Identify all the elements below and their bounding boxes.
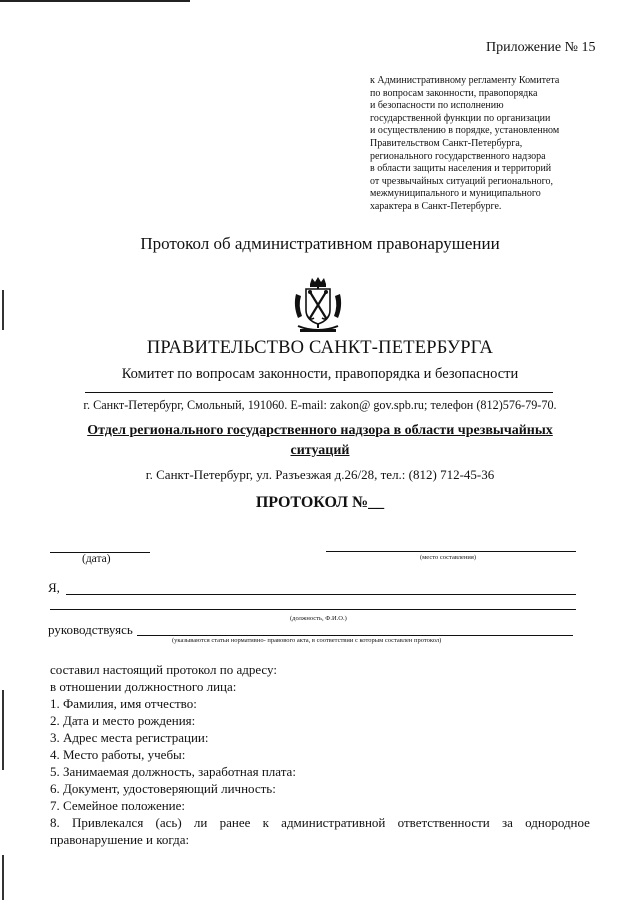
ya-field-line[interactable] — [66, 594, 576, 595]
appendix-line: и осуществлению в порядке, установленном — [370, 125, 560, 137]
body-line: 2. Дата и место рождения: — [50, 713, 196, 728]
body-line: в отношении должностного лица: — [50, 679, 237, 694]
item-8-word: Привлекался — [71, 815, 144, 830]
item-8-line — [50, 814, 590, 831]
item-8-word: 8. — [50, 815, 60, 830]
government-title: ПРАВИТЕЛЬСТВО САНКТ-ПЕТЕРБУРГА — [146, 338, 494, 358]
body-line: 6. Документ, удостоверяющий личность: — [50, 781, 276, 796]
body-line: 4. Место работы, учебы: — [50, 747, 186, 762]
appendix-line: в области защиты населения и территорий — [370, 163, 552, 175]
document-title: Протокол об административном правонарушении — [140, 234, 500, 253]
left-edge-mark — [2, 690, 4, 770]
left-edge-mark — [2, 290, 4, 330]
item-8-word: однородное — [525, 815, 590, 830]
spb-coat-of-arms-icon — [290, 276, 346, 336]
body-line: правонарушение и когда: — [50, 832, 190, 847]
body-line: составил настоящий протокол по адресу: — [50, 662, 277, 677]
item-8-word: ранее — [219, 815, 251, 830]
place-caption: (место составления) — [420, 554, 477, 561]
appendix-line: по вопросам законности, правопорядка — [370, 87, 538, 99]
item-8-word: ответственности — [397, 815, 490, 830]
item-8-word: за — [501, 815, 513, 830]
committee-name: Комитет по вопросам законности, правопорядка и безопасности — [121, 366, 519, 382]
item-8-word: ли — [193, 815, 208, 830]
body-line: 7. Семейное положение: — [50, 798, 186, 813]
top-edge-line — [0, 0, 190, 2]
guided-field-line[interactable] — [137, 635, 573, 636]
appendix-line: от чрезвычайных ситуаций регионального, — [370, 175, 554, 187]
department-address: г. Санкт-Петербург, ул. Разъезжая д.26/28, тел.: (812) 712-45-36 — [145, 467, 495, 482]
committee-address: г. Санкт-Петербург, Смольный, 191060. E-mail: zakon@ gov.spb.ru; телефон (812)576-79-70. — [83, 398, 557, 412]
appendix-line: межмуниципального и муниципального — [370, 188, 541, 200]
appendix-line: и безопасности по исполнению — [370, 100, 504, 112]
left-edge-mark — [2, 855, 4, 900]
appendix-line: Правительством Санкт-Петербурга, — [370, 137, 523, 149]
header-divider — [85, 392, 553, 393]
position-caption: (должность, Ф.И.О.) — [290, 615, 347, 622]
appendix-line: характера в Санкт-Петербурге. — [370, 200, 502, 212]
place-field-line[interactable] — [326, 551, 576, 552]
body-line: 3. Адрес места регистрации: — [50, 730, 209, 745]
ya-field-line-2[interactable] — [50, 609, 576, 610]
appendix-line: к Административному регламенту Комитета — [370, 75, 560, 86]
guided-caption: (указываются статьи нормативно- правового акта, в соответствии с которым составлен протокол) — [172, 637, 442, 644]
appendix-line: регионального государственного надзора — [370, 150, 546, 162]
item-8-word: административной — [281, 815, 386, 830]
department-name: Отдел регионального государственного надзора в области чрезвычайных ситуаций — [87, 423, 553, 458]
item-8-word: к — [262, 815, 269, 830]
body-line: 5. Занимаемая должность, заработная плата: — [50, 764, 296, 779]
protocol-number-title: ПРОТОКОЛ №__ — [255, 494, 385, 511]
item-8-word: (ась) — [155, 815, 182, 830]
date-caption: (дата) — [82, 553, 111, 565]
appendix-number: Приложение № 15 — [486, 40, 596, 55]
protocol-body — [50, 661, 590, 848]
ya-label: Я, — [48, 580, 60, 595]
appendix-reference — [370, 75, 610, 214]
appendix-line: государственной функции по организации — [370, 112, 551, 124]
guided-label: руководствуясь — [48, 622, 133, 637]
body-line: 1. Фамилия, имя отчество: — [50, 696, 197, 711]
